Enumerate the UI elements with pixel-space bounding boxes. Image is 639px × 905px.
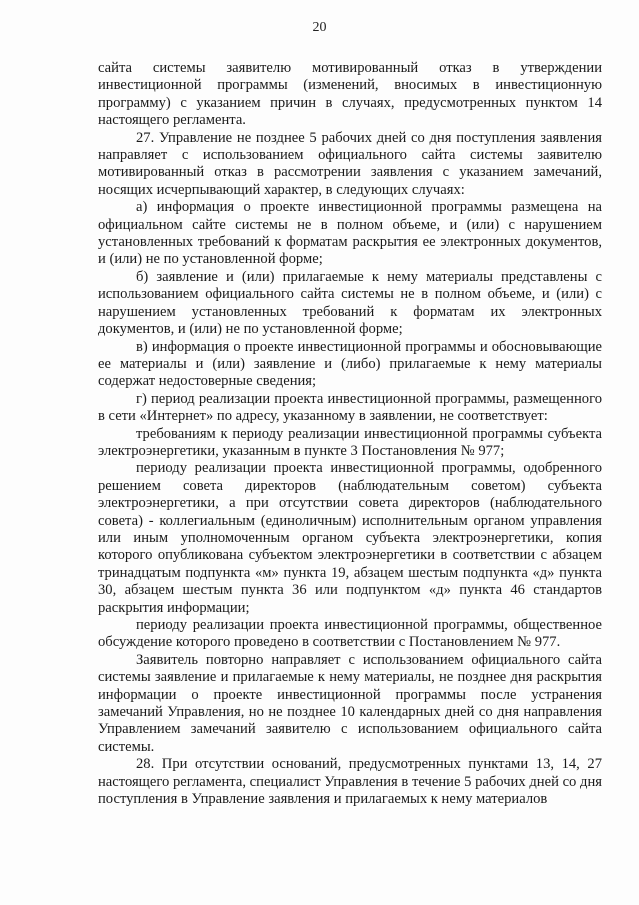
paragraph-item-28: 28. При отсутствии оснований, предусмотренных пунктами 13, 14, 27 настоящего регламента, специалист Управления в течение 5 рабочих дней со дня поступления в Управление заявления и прилагаемых к нему материалов [98, 756, 602, 808]
paragraph-subitem-a: а) информация о проекте инвестиционной программы размещена на официальном сайте системы не в полном объеме, и (или) с нарушением установленных требований к форматам раскрытия ее электронных документов, и (или) не по установленной форме; [98, 199, 602, 268]
paragraph-requirement-3: периоду реализации проекта инвестиционной программы, общественное обсуждение которого проведено в соответствии с Постановлением № 977. [98, 617, 602, 651]
paragraph-subitem-g: г) период реализации проекта инвестиционной программы, размещенного в сети «Интернет» по адресу, указанному в заявлении, не соответствует: [98, 390, 602, 425]
paragraph-item-27: 27. Управление не позднее 5 рабочих дней со дня поступления заявления направляет с использованием официального сайта системы заявителю мотивированный отказ в рассмотрении заявления с указанием замечаний, носящих исчерпывающий характер, в следующих случаях: [98, 129, 602, 198]
page-number: 20 [312, 20, 327, 35]
paragraph-subitem-v: в) информация о проекте инвестиционной программы и обосновывающие ее материалы и (или) заявление и (либо) прилагаемые к нему материалы содержат недостоверные сведения; [98, 338, 602, 390]
paragraph-requirement-1: требованиям к периоду реализации инвестиционной программы субъекта электроэнергетики, указанным в пункте 3 Постановления № 977; [98, 425, 602, 459]
paragraph-continuation: сайта системы заявителю мотивированный отказ в утверждении инвестиционной программы (изменений, вносимых в инвестиционную программу) с указанием причин в случаях, предусмотренных пунктом 14 настоящего регламента. [98, 60, 602, 129]
document-body [98, 60, 602, 808]
paragraph-requirement-2: периоду реализации проекта инвестиционной программы, одобренного решением совета директоров (наблюдательным советом) субъекта электроэнергетики, а при отсутствии совета директоров (наблюдательного совета) - коллегиальным (единоличным) исполнительным органом управления или иным уполномоченным органом субъекта электроэнергетики, копия которого опубликована субъектом электроэнергетики в соответствии с абзацем тринадцатым подпункта «м» пункта 19, абзацем шестым подпункта «д» пункта 30, абзацем шестым пункта 36 или подпунктом «д» пункта 46 стандартов раскрытия информации; [98, 460, 602, 616]
paragraph-resubmission: Заявитель повторно направляет с использованием официального сайта системы заявление и прилагаемые к нему материалы, не позднее дня раскрытия информации о проекте инвестиционной программы после устранения замечаний Управления, но не позднее 10 календарных дней со дня направления Управлением замечаний заявителю с использованием официального сайта системы. [98, 651, 602, 755]
paragraph-subitem-b: б) заявление и (или) прилагаемые к нему материалы представлены с использованием официального сайта системы не в полном объеме, и (или) с нарушением установленных требований к форматам их электронных документов, и (или) не по установленной форме; [98, 268, 602, 338]
